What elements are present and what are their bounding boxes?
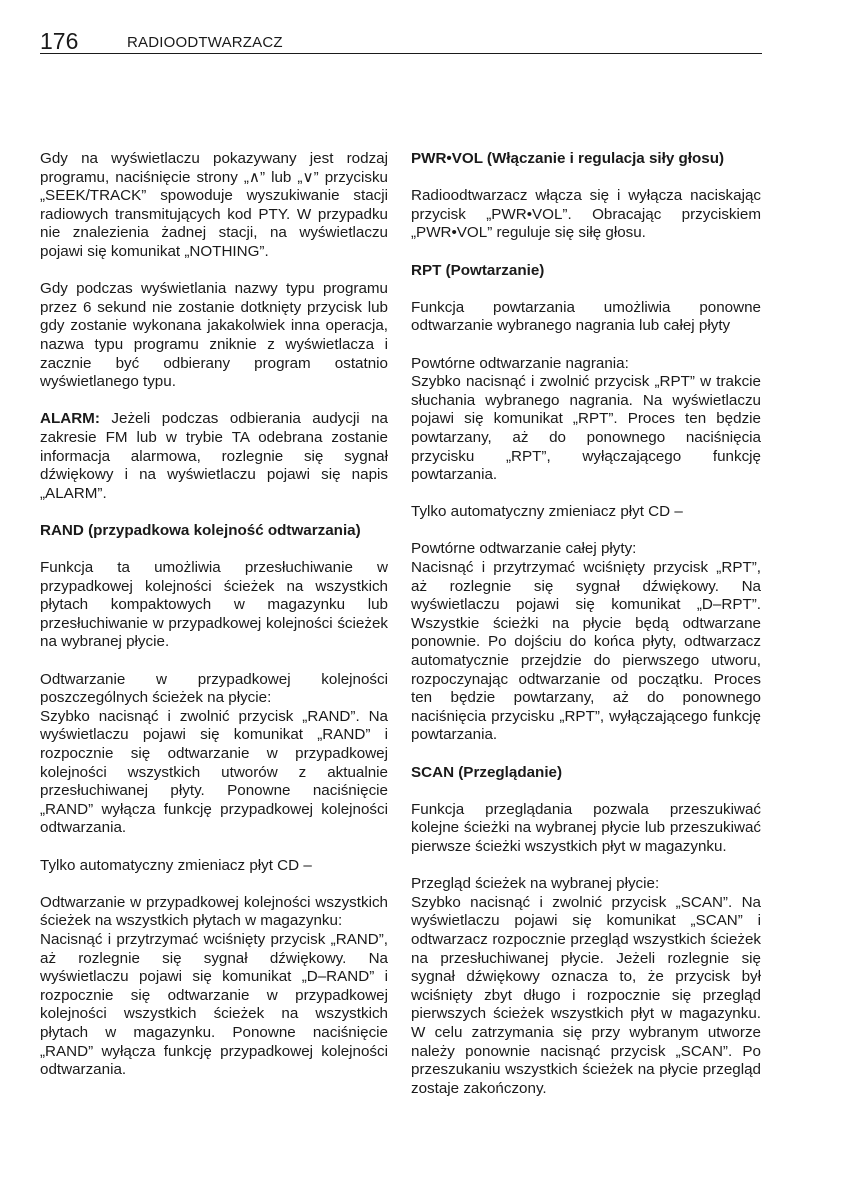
- paragraph-rand-track-body: Szybko nacisnąć i zwolnić przycisk „RAND”. Na wyświetlaczu pojawi się komunikat „RAND” i rozpocznie się odtwarzanie w przypadkowej kolejności wszystkich utworów z aktualnie przesłuchiwanej płyty. Ponowne naciśnięcie „RAND” wyłącza funkcję przypadkowej kolejności odtwarzania.: [40, 707, 388, 837]
- heading-pwr-vol: PWR•VOL (Włączanie i regulacja siły głosu): [411, 150, 725, 167]
- paragraph-scan-track-body: Szybko nacisnąć i zwolnić przycisk „SCAN”. Na wyświetlaczu pojawi się komunikat „SCAN” i odtwarzacz rozpocznie przegląd wszystkich ścieżek na przesłuchiwanej płycie. Jeżeli rozlegnie się sygnał dźwiękowy oznacza to, że przycisk był wciśnięty zbyt długo i rozpocznie się przegląd pierwszych ścieżek wszystkich płyt w magazynku. W celu zatrzymania się przy wybranym utworze należy ponownie nacisnąć przycisk „SCAN”. Po przeszukaniu wszystkich ścieżek na płycie przegląd zostaje zakończony.: [411, 893, 761, 1097]
- page-header: [40, 28, 762, 54]
- paragraph-rpt-track-title: Powtórne odtwarzanie nagrania:: [411, 354, 629, 372]
- right-column: [411, 150, 761, 1117]
- paragraph-program-type-timeout: Gdy podczas wyświetlania nazwy typu programu przez 6 sekund nie zostanie dotknięty przycisk lub gdy zostanie wykonana jakakolwiek inna operacja, nazwa typu programu zniknie z wyświetlacza i zacznie być odbierany program ostatnio wyświetlanego typu.: [40, 280, 388, 391]
- paragraph-scan-intro: Funkcja przeglądania pozwala przeszukiwać kolejne ścieżki na wybranej płycie lub przeszukiwać pierwsze ścieżki wszystkich płyt w magazynku.: [411, 800, 761, 855]
- paragraph-rand-all-title: Odtwarzanie w przypadkowej kolejności wszystkich ścieżek na wszystkich płytach w magazynku:: [40, 893, 388, 930]
- paragraph-rpt-disc-title: Powtórne odtwarzanie całej płyty:: [411, 540, 637, 558]
- paragraph-scan-track-title: Przegląd ścieżek na wybranej płycie:: [411, 875, 660, 893]
- paragraph-cd-changer-only-right: Tylko automatyczny zmieniacz płyt CD –: [411, 503, 683, 521]
- heading-scan: SCAN (Przeglądanie): [411, 763, 563, 781]
- paragraph-rand-all-body: Nacisnąć i przytrzymać wciśnięty przycisk „RAND”, aż rozlegnie się sygnał dźwiękowy. Na wyświetlaczu pojawi się komunikat „D–RAND” i rozpocznie się odtwarzanie w przypadkowej kolejności wszystkich ścieżek na wszystkich płytach w magazynku. Ponowne naciśnięcie „RAND” wyłącza funkcję przypadkowej kolejności odtwarzania.: [40, 930, 388, 1079]
- paragraph-pwr-vol: Radioodtwarzacz włącza się i wyłącza naciskając przycisk „PWR•VOL”. Obracając przyciskiem „PWR•VOL” reguluje się siłę głosu.: [411, 187, 761, 242]
- alarm-label: ALARM:: [40, 410, 100, 428]
- paragraph-alarm: [40, 410, 388, 503]
- paragraph-rand-intro: Funkcja ta umożliwia przesłuchiwanie w przypadkowej kolejności ścieżek na wszystkich płytach kompaktowych w magazynku lub przesłuchiwanie w przypadkowej kolejności ścieżek na wybranej płycie.: [40, 559, 388, 651]
- heading-rand: RAND (przypadkowa kolejność odtwarzania): [40, 521, 361, 539]
- alarm-text: Jeżeli podczas odbierania audycji na zakresie FM lub w trybie TA odebrana zostanie informacja alarmowa, rozlegnie się sygnał dźwiękowy i na wyświetlaczu pojawi się napis „ALARM”.: [40, 410, 388, 502]
- paragraph-rpt-track-body: Szybko nacisnąć i zwolnić przycisk „RPT” w trakcie słuchania wybranego nagrania. Na wyświetlaczu pojawi się komunikat „RPT”. Proces ten będzie powtarzany, aż do ponownego naciśnięcia przycisku „RPT”, wyłączającego funkcję powtarzania.: [411, 373, 761, 484]
- paragraph-rand-track-title: Odtwarzanie w przypadkowej kolejności poszczególnych ścieżek na płycie:: [40, 670, 388, 707]
- chapter-title: RADIOODTWARZACZ: [127, 34, 283, 51]
- paragraph-rpt-disc-body: Nacisnąć i przytrzymać wciśnięty przycisk „RPT”, aż rozlegnie się sygnał dźwiękowy. Na wyświetlaczu pojawi się komunikat „D–RPT”. Wszystkie ścieżki na płycie będą odtwarzane ponownie. Po dojściu do końca płyty, odtwarzacz automatycznie przejdzie do pierwszego utworu, rozpoczynając odtwarzanie od początku. Proces ten będzie powtarzany, aż do ponownego naciśnięcia przycisku „RPT”, wyłączającego funkcję powtarzania.: [411, 559, 761, 744]
- paragraph-pty-search: Gdy na wyświetlaczu pokazywany jest rodzaj programu, naciśnięcie strony „∧” lub „∨” przycisku „SEEK/TRACK” spowoduje wyszukiwanie stacji radiowych transmitujących kod PTY. W przypadku nie znalezienia żadnej stacji, na wyświetlaczu pojawi się komunikat „NOTHING”.: [40, 150, 388, 260]
- heading-rpt: RPT (Powtarzanie): [411, 261, 545, 279]
- page-number: 176: [40, 28, 79, 54]
- paragraph-cd-changer-only: Tylko automatyczny zmieniacz płyt CD –: [40, 856, 312, 874]
- left-column: [40, 150, 388, 1098]
- paragraph-rpt-intro: Funkcja powtarzania umożliwia ponowne odtwarzanie wybranego nagrania lub całej płyty: [411, 298, 761, 335]
- header-rule: [40, 53, 762, 54]
